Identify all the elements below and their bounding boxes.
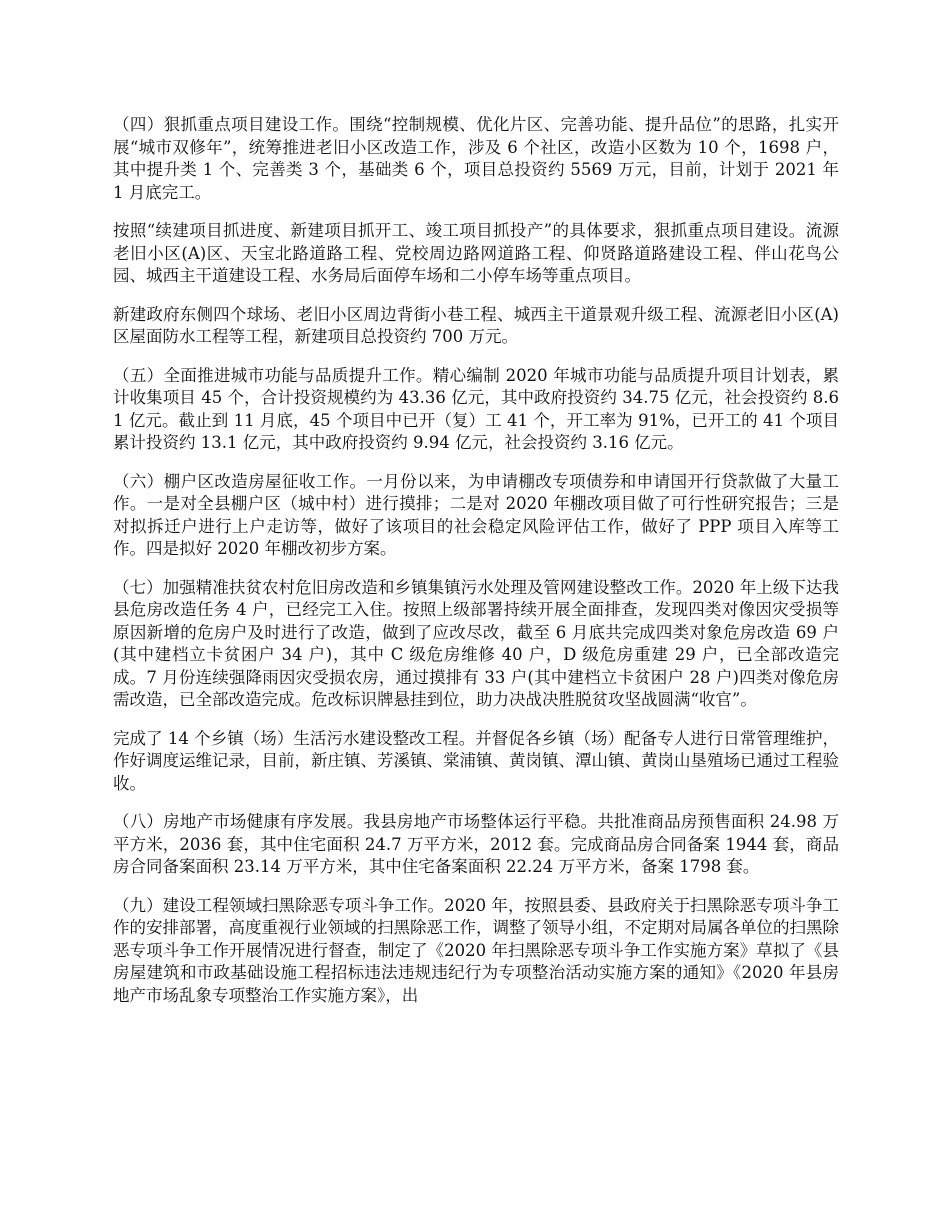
paragraph-real-estate-market: （八）房地产市场健康有序发展。我县房地产市场整体运行平稳。共批准商品房预售面积 24.98 万平方米，2036 套，其中住宅面积 24.7 万平方米，2012 套。完成商品房合同备案 1944 套，商品房合同备案面积 23.14 万平方米，其中住宅备案面积 22.24 万平方米，备案 1798 套。 xyxy=(113,812,839,876)
paragraph-rural-dangerous-housing: （七）加强精准扶贫农村危旧房改造和乡镇集镇污水处理及管网建设整改工作。2020 年上级下达我县危房改造任务 4 户，已经完工入住。按照上级部署持续开展全面排查，发现四类对像因灾受损等原因新增的危房户及时进行了改造，做到了应改尽改，截至 6 月底共完成四类对象危房改造 69 户(其中建档立卡贫困户 34 户)，其中 C 级危房维修 40 户，D 级危房重建 29 户，已全部改造完成。7 月份连续强降雨因灾受损农房，通过摸排有 33 户(其中建档立卡贫困户 28 户)四类对像危房需改造，已全部改造完成。危改标识牌悬挂到位，助力决战决胜脱贫攻坚战圆满“收官”。 xyxy=(113,577,839,709)
paragraph-anti-crime-campaign: （九）建设工程领域扫黑除恶专项斗争工作。2020 年，按照县委、县政府关于扫黑除恶专项斗争工作的安排部署，高度重视行业领域的扫黑除恶工作，调整了领导小组，不定期对局属各单位的扫黑除恶专项斗争工作开展情况进行督查，制定了《2020 年扫黑除恶专项斗争工作实施方案》草拟了《县房屋建筑和市政基础设施工程招标违法违规违纪行为专项整治活动实施方案的通知》《2020 年县房地产市场乱象专项整治工作实施方案》，出 xyxy=(113,895,839,1005)
paragraph-key-projects: （四）狠抓重点项目建设工作。围绕“控制规模、优化片区、完善功能、提升品位”的思路，扎实开展“城市双修年”，统筹推进老旧小区改造工作，涉及 6 个社区，改造小区数为 10 个，1698 户，其中提升类 1 个、完善类 3 个，基础类 6 个，项目总投资约 5569 万元，目前，计划于 2021 年 1 月底完工。 xyxy=(113,115,839,202)
paragraph-city-function-upgrade: （五）全面推进城市功能与品质提升工作。精心编制 2020 年城市功能与品质提升项目计划表，累计收集项目 45 个，合计投资规模约为 43.36 亿元，其中政府投资约 34.75 亿元，社会投资约 8.61 亿元。截止到 11 月底，45 个项目中已开（复）工 41 个，开工率为 91%，已开工的 41 个项目累计投资约 13.1 亿元，其中政府投资约 9.94 亿元，社会投资约 3.16 亿元。 xyxy=(113,365,839,452)
paragraph-sewage-projects: 完成了 14 个乡镇（场）生活污水建设整改工程。并督促各乡镇（场）配备专人进行日常管理维护，作好调度运维记录，目前，新庄镇、芳溪镇、棠浦镇、黄岗镇、潭山镇、黄岗山垦殖场已通过工程验收。 xyxy=(113,728,839,793)
document-body xyxy=(113,114,839,1007)
paragraph-continuing-projects: 按照“续建项目抓进度、新建项目抓开工、竣工项目抓投产”的具体要求，狠抓重点项目建设。流源老旧小区(A)区、天宝北路道路工程、党校周边路网道路工程、仰贤路道路建设工程、伴山花鸟公园、城西主干道建设工程、水务局后面停车场和二小停车场等重点项目。 xyxy=(113,221,839,285)
paragraph-shantytown-renovation: （六）棚户区改造房屋征收工作。一月份以来，为申请棚改专项债券和申请国开行贷款做了大量工作。一是对全县棚户区（城中村）进行摸排；二是对 2020 年棚改项目做了可行性研究报告；三是对拟拆迁户进行上户走访等，做好了该项目的社会稳定风险评估工作，做好了 PPP 项目入库等工作。四是拟好 2020 年棚改初步方案。 xyxy=(113,471,839,558)
paragraph-new-projects: 新建政府东侧四个球场、老旧小区周边背街小巷工程、城西主干道景观升级工程、流源老旧小区(A)区屋面防水工程等工程，新建项目总投资约 700 万元。 xyxy=(113,304,839,346)
